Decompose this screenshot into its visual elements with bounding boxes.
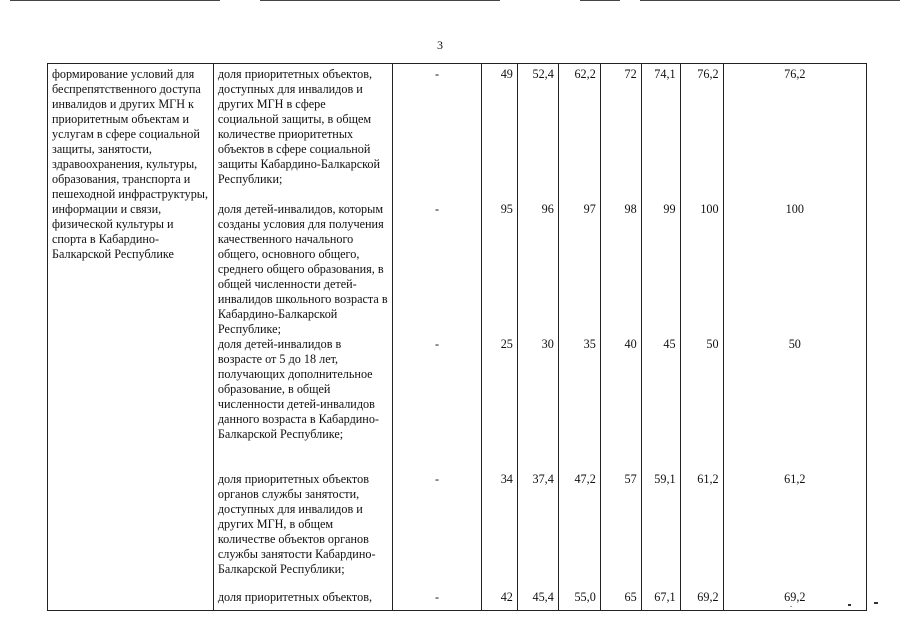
value-year-5: 45 — [663, 337, 676, 351]
indicator-text: доля приоритетных объектов, — [217, 590, 372, 604]
value-year-3: 62,2 — [574, 67, 596, 81]
scan-edge-line-2 — [260, 0, 500, 1]
value-year-1: 49 — [500, 67, 513, 81]
value-baseline: - — [434, 337, 440, 351]
value-final: 69,2 — [784, 590, 806, 604]
value-year-6: 69,2 — [697, 590, 719, 604]
value-year-5: 74,1 — [654, 67, 676, 81]
value-final: 50 — [788, 337, 801, 351]
value-year-3: 35 — [583, 337, 596, 351]
value-year-4: 72 — [624, 67, 637, 81]
scan-edge-line-3 — [580, 0, 620, 1]
value-year-2: 96 — [541, 202, 554, 216]
value-year-4: 98 — [624, 202, 637, 216]
scan-speck — [874, 602, 878, 604]
year-1-cell — [482, 64, 518, 611]
year-6-cell — [680, 64, 723, 611]
value-year-2: 37,4 — [532, 472, 554, 486]
scan-speck — [848, 604, 851, 606]
goal-text: формирование условий для беспрепятственного доступа инвалидов и других МГН к приоритетным объектам и услугам в сфере социальной защиты, занятости, здравоохранения, культуры, образования, транспорта и пешеходной инфраструктуры, информации и связи, физической культуры и спорта в Кабардино-Балкарской Республике — [52, 67, 209, 261]
value-year-6: 76,2 — [697, 67, 719, 81]
page-number: 3 — [437, 38, 443, 52]
value-year-1: 95 — [500, 202, 513, 216]
indicator-table — [47, 63, 867, 611]
final-cell — [723, 64, 866, 611]
value-year-1: 42 — [500, 590, 513, 604]
value-baseline: - — [434, 67, 440, 81]
value-year-2: 45,4 — [532, 590, 554, 604]
indicator-text: доля детей-инвалидов в возрасте от 5 до 18 лет, получающих дополнительное образование, в общей численности детей-инвалидов данного возраста в Кабардино-Балкарской Республике; — [217, 337, 379, 441]
indicator-cell — [213, 64, 392, 611]
value-final: 76,2 — [784, 67, 806, 81]
year-4-cell — [600, 64, 641, 611]
indicator-text: доля приоритетных объектов, доступных для инвалидов и других МГН в сфере социальной защиты, в общем количестве приоритетных объектов в сфере социальной защиты Кабардино-Балкарской Республики; — [217, 67, 381, 186]
value-year-3: 47,2 — [574, 472, 596, 486]
scan-speck — [790, 606, 792, 607]
value-year-5: 99 — [663, 202, 676, 216]
year-5-cell — [641, 64, 680, 611]
value-year-5: 59,1 — [654, 472, 676, 486]
baseline-cell — [392, 64, 481, 611]
value-baseline: - — [434, 472, 440, 486]
value-year-4: 40 — [624, 337, 637, 351]
year-3-cell — [558, 64, 600, 611]
value-year-6: 100 — [700, 202, 719, 216]
table-row — [48, 64, 867, 611]
year-2-cell — [517, 64, 558, 611]
value-final: 100 — [785, 202, 804, 216]
value-year-3: 55,0 — [574, 590, 596, 604]
goal-cell — [48, 64, 214, 611]
value-baseline: - — [434, 202, 440, 216]
value-final: 61,2 — [784, 472, 806, 486]
indicator-text: доля приоритетных объектов органов службы занятости, доступных для инвалидов и других МГН, в общем количестве объектов органов службы занятости Кабардино-Балкарской Республики; — [217, 472, 376, 576]
value-year-5: 67,1 — [654, 590, 676, 604]
value-baseline: - — [434, 590, 440, 604]
scan-edge-line-1 — [10, 0, 220, 1]
value-year-2: 30 — [541, 337, 554, 351]
value-year-6: 50 — [706, 337, 719, 351]
value-year-3: 97 — [583, 202, 596, 216]
value-year-4: 57 — [624, 472, 637, 486]
value-year-1: 34 — [500, 472, 513, 486]
value-year-4: 65 — [624, 590, 637, 604]
value-year-6: 61,2 — [697, 472, 719, 486]
scan-edge-line-4 — [640, 0, 900, 1]
value-year-2: 52,4 — [532, 67, 554, 81]
value-year-1: 25 — [500, 337, 513, 351]
indicator-text: доля детей-инвалидов, которым созданы условия для получения качественного начального общего, основного общего, среднего общего образования, в общей численности детей-инвалидов школьного возраста в Кабардино-Балкарской Республике; — [217, 202, 388, 336]
